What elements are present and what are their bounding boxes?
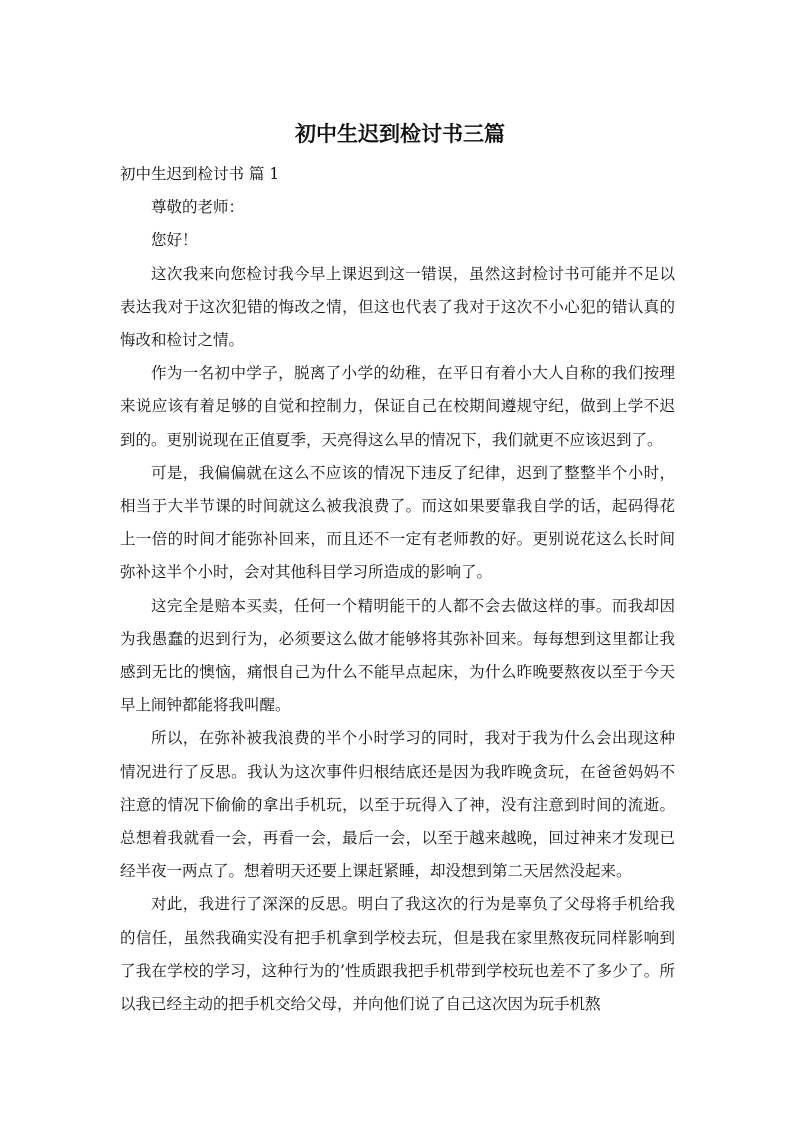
body-paragraph: 这完全是赔本买卖，任何一个精明能干的人都不会去做这样的事。而我却因为我愚蠢的迟到行为，必须要这么做才能够将其弥补回来。每每想到这里都让我感到无比的懊恼，痛恨自己为什么不能早点起床，为什么昨晚要熬夜以至于今天早上闹钟都能将我叫醒。 xyxy=(120,596,675,715)
body-paragraph: 这次我来向您检讨我今早上课迟到这一错误，虽然这封检讨书可能并不足以表达我对于这次犯错的悔改之情，但这也代表了我对于这次不小心犯的错认真的悔改和检讨之情。 xyxy=(120,264,675,350)
body-paragraph: 作为一名初中学子，脱离了小学的幼稚，在平日有着小大人自称的我们按理来说应该有着足够的自觉和控制力，保证自己在校期间遵规守纪，做到上学不迟到的。更别说现在正值夏季，天亮得这么早的情况下，我们就更不应该迟到了。 xyxy=(120,364,675,449)
greeting: 您好！ xyxy=(151,231,198,250)
body-paragraph: 可是，我偏偏就在这么不应该的情况下违反了纪律，迟到了整整半个小时，相当于大半节课的时间就这么被我浪费了。而这如果要靠我自学的话，起码得花上一倍的时间才能弥补回来，而且还不一定有老师教的好。更别说花这么长时间弥补这半个小时，会对其他科目学习所造成的影响了。 xyxy=(120,463,675,582)
body-paragraph: 对此，我进行了深深的反思。明白了我这次的行为是辜负了父母将手机给我的信任，虽然我确实没有把手机拿到学校去玩，但是我在家里熬夜玩同样影响到了我在学校的学习，这种行为的’性质跟我把手机带到学校玩也差不了多少了。所以我已经主动的把手机交给父母，并向他们说了自己这次因为玩手机熬 xyxy=(120,895,675,1014)
document-body xyxy=(120,158,675,1021)
document-title: 初中生迟到检讨书三篇 xyxy=(295,122,505,146)
salutation: 尊敬的老师： xyxy=(151,198,245,217)
body-paragraph: 所以，在弥补被我浪费的半个小时学习的同时，我对于我为什么会出现这种情况进行了反思。我认为这次事件归根结底还是因为我昨晚贪玩，在爸爸妈妈不注意的情况下偷偷的拿出手机玩，以至于玩得入了神，没有注意到时间的流逝。总想着我就看一会，再看一会，最后一会，以至于越来越晚，回过神来才发现已经半夜一两点了。想着明天还要上课赶紧睡，却没想到第二天居然没起来。 xyxy=(120,729,675,881)
section-heading: 初中生迟到检讨书 篇 1 xyxy=(120,165,280,183)
